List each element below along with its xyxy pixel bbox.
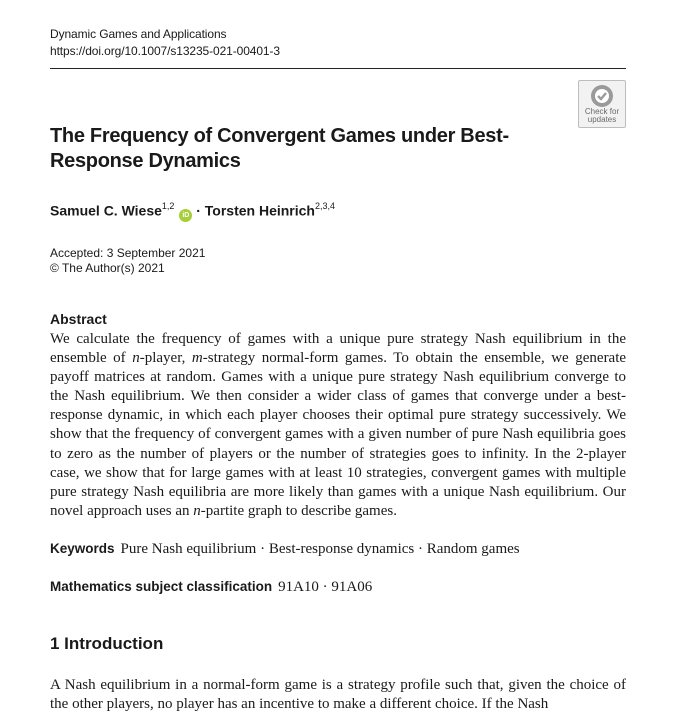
author-name[interactable]: Samuel C. Wiese — [50, 202, 162, 219]
abstract-heading: Abstract — [50, 311, 107, 327]
orcid-icon[interactable]: iD — [179, 209, 192, 222]
msc-value: 91A10 · 91A06 — [278, 579, 373, 595]
badge-line-2: updates — [587, 115, 617, 124]
intro-text: A Nash equilibrium in a normal-form game is a strategy profile such that, given the choice of the other players, no player has an incentive to make a different choice. If the Nash — [50, 677, 626, 713]
section-heading: 1 Introduction — [50, 634, 164, 653]
author-affiliation: 1,2 — [161, 201, 175, 211]
abstract-math: m — [191, 350, 203, 367]
header-divider — [50, 68, 626, 69]
abstract-segment: We calculate the frequency of games with a unique pure strategy Nash equilibrium in the ensemble of — [50, 331, 626, 367]
abstract-math: n — [132, 350, 140, 367]
check-for-updates-icon — [590, 84, 614, 108]
keywords-label: Keywords — [50, 541, 115, 556]
abstract-segment: -player, — [139, 350, 186, 367]
author-name[interactable]: Torsten Heinrich — [204, 202, 315, 219]
abstract-segment: -strategy normal-form games. To obtain the ensemble, we generate payoff matrices at random. Games with a unique pure strategy Nash equilibrium converge to the Nash equilibrium. We then consider a wider class of games that converge under a best-response dynamic, in which each player chooses their optimal pure strategy successively. We show that the frequency of convergent games with a given number of pure Nash equilibria goes to zero as the number of players or the number of strategies goes to infinity. In the 2-player case, we show that for large games with at least 10 strategies, convergent games with multiple pure strategy Nash equilibria are more likely than games with a unique Nash equilibrium. Our novel approach uses an — [50, 350, 627, 519]
doi-link[interactable]: https://doi.org/10.1007/s13235-021-00401-3 — [50, 44, 280, 58]
author-list — [50, 202, 335, 222]
accepted-date: Accepted: 3 September 2021 — [50, 246, 206, 260]
msc-label: Mathematics subject classification — [50, 579, 273, 594]
abstract-segment: -partite graph to describe games. — [200, 502, 397, 519]
author-affiliation: 2,3,4 — [314, 201, 336, 211]
abstract-math: n — [193, 502, 201, 519]
msc-classification — [50, 579, 372, 596]
abstract-text — [50, 330, 626, 521]
keywords-value: Pure Nash equilibrium · Best-response dynamics · Random games — [120, 541, 520, 557]
paper-title: The Frequency of Convergent Games under Best-Response Dynamics — [50, 125, 509, 172]
keywords — [50, 541, 520, 558]
badge-line-1: Check for — [584, 107, 620, 116]
journal-name: Dynamic Games and Applications — [50, 27, 227, 41]
check-for-updates-badge[interactable] — [578, 80, 626, 128]
author-separator: · — [196, 202, 201, 219]
copyright-notice: © The Author(s) 2021 — [50, 261, 165, 275]
